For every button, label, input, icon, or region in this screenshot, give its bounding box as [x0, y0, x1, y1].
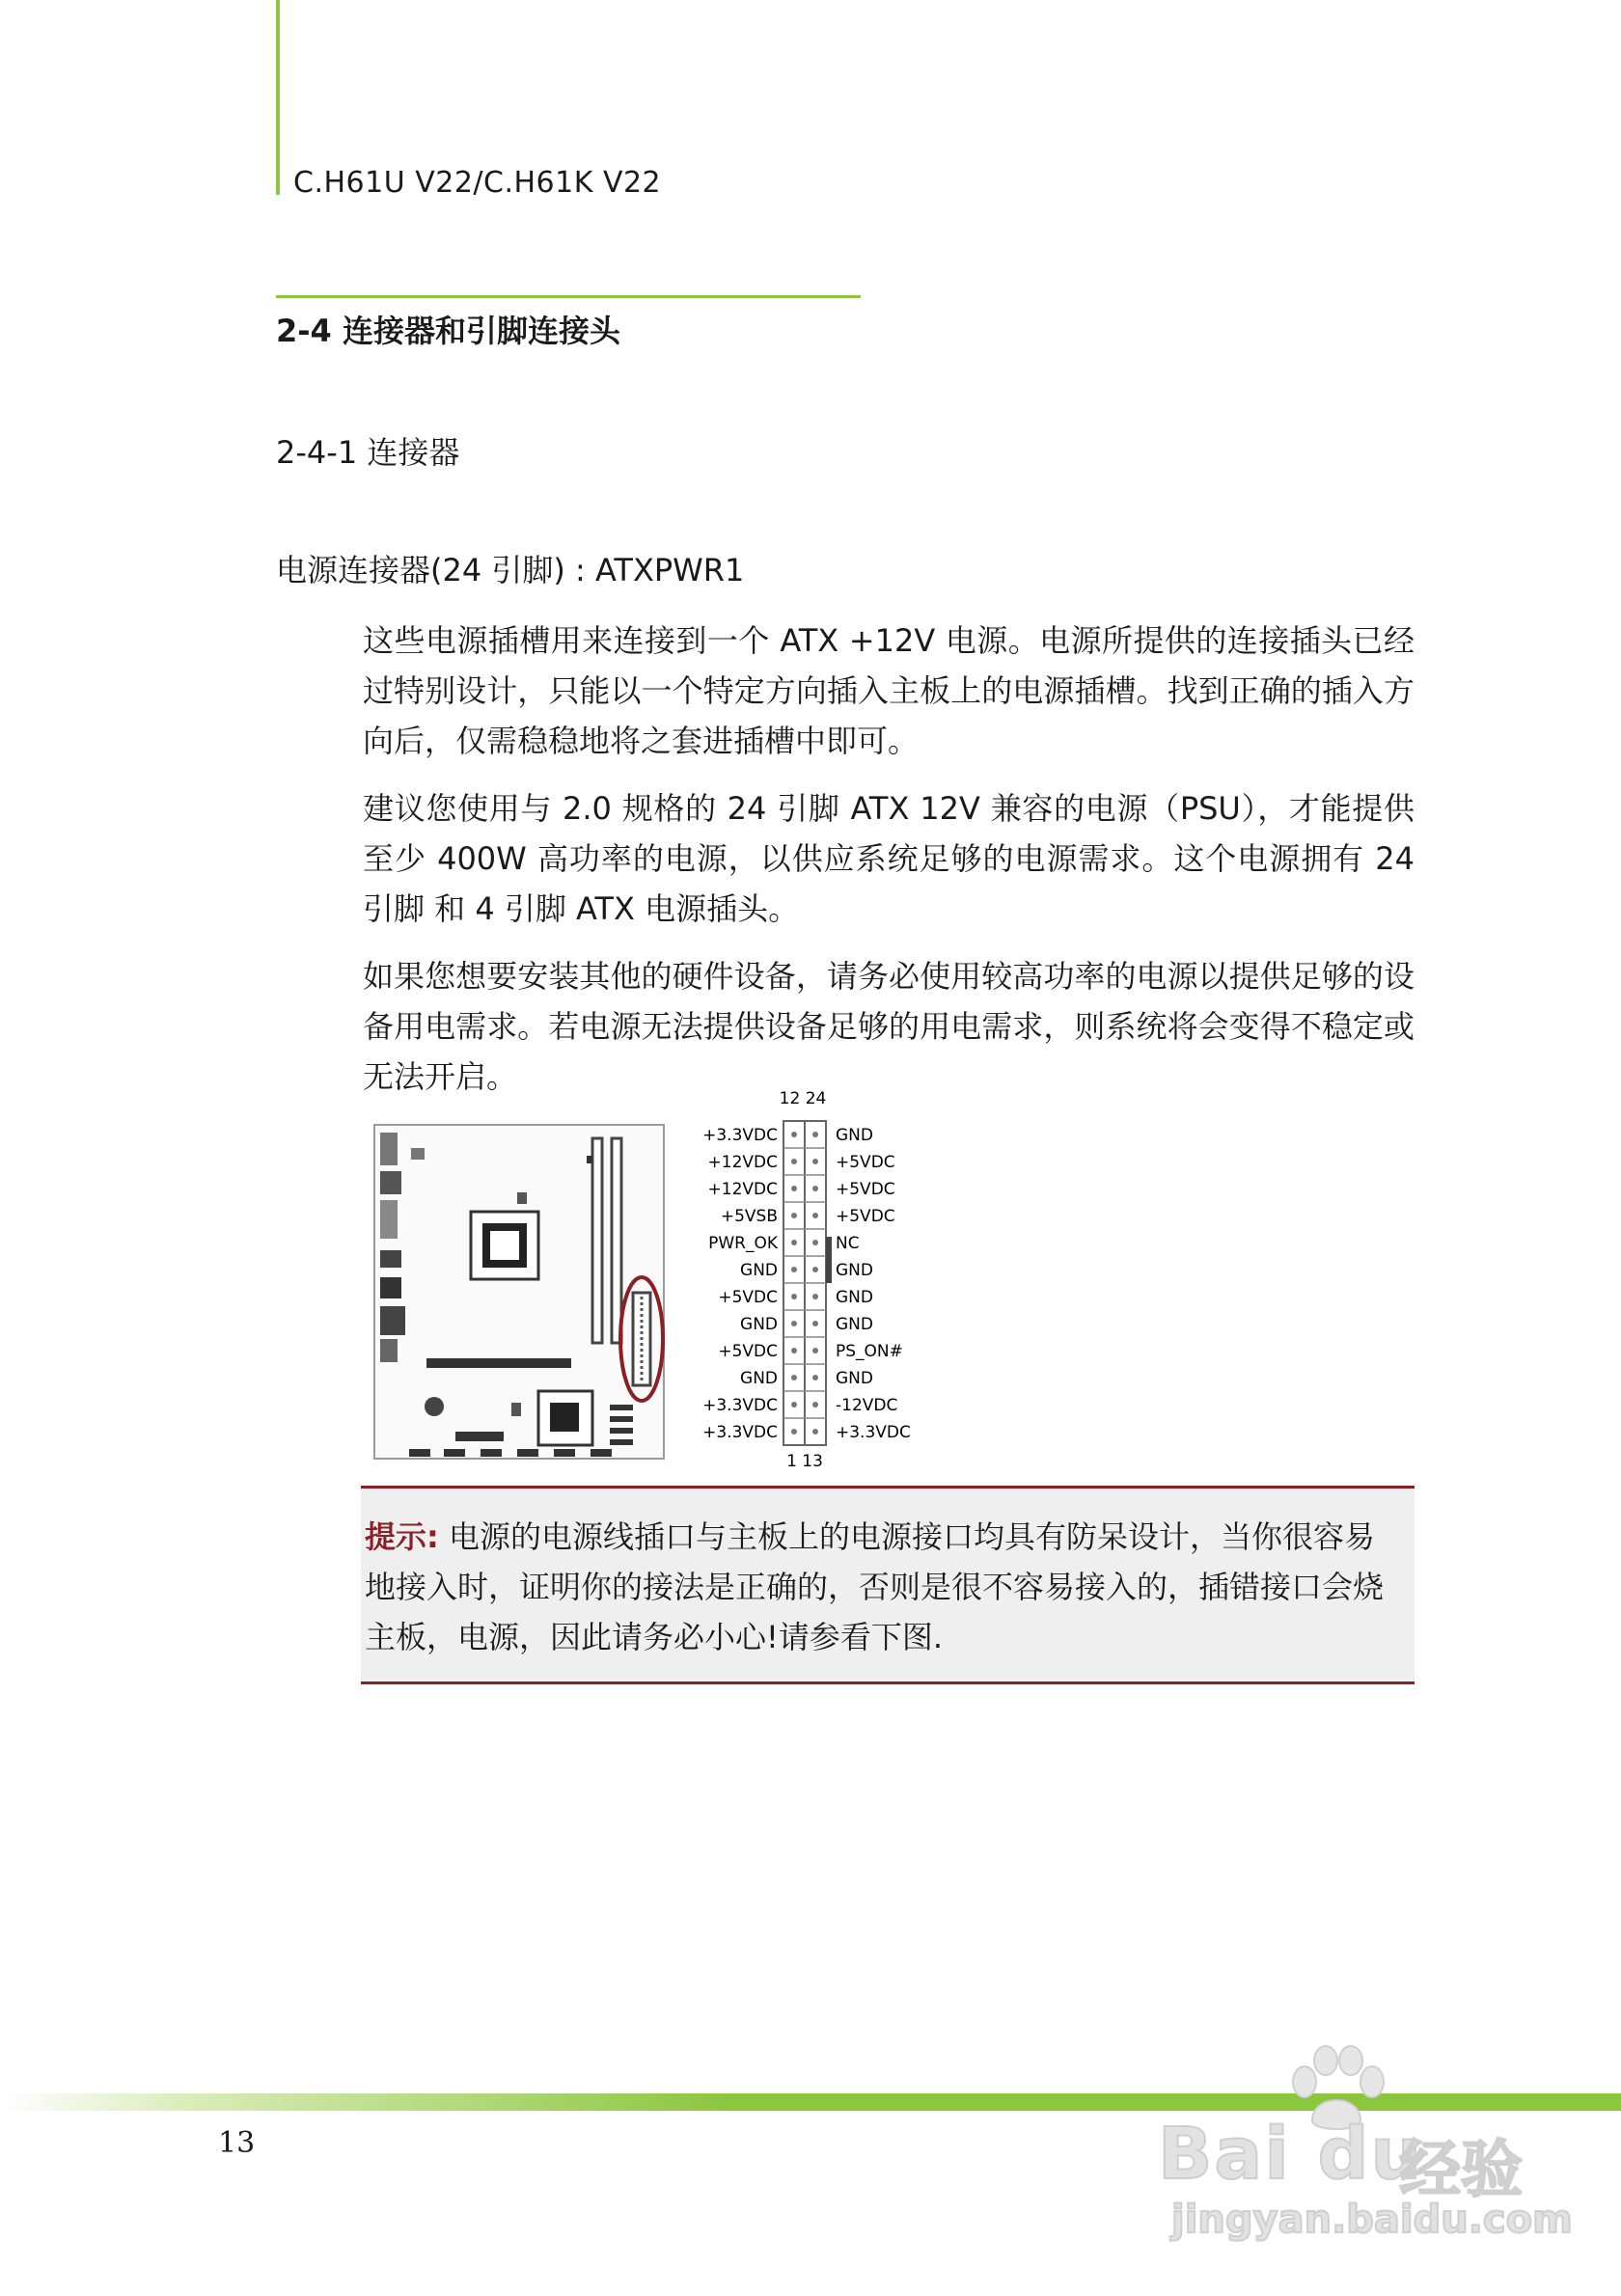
motherboard-diagram — [374, 1125, 664, 1459]
pin-dot — [791, 1267, 797, 1272]
pin-dot — [812, 1294, 818, 1299]
watermark-product: 经验 — [1399, 2135, 1523, 2206]
connector-title: 电源连接器(24 引脚) : ATXPWR1 — [276, 552, 745, 588]
pin-label-right: +3.3VDC — [836, 1423, 911, 1442]
pin-dot — [812, 1402, 818, 1408]
tip-box — [361, 1486, 1415, 1684]
pin-dot — [791, 1429, 797, 1435]
pin-label-right: GND — [836, 1369, 873, 1388]
pin-dot — [812, 1429, 818, 1435]
pin-label-left: PWR_OK — [708, 1234, 778, 1253]
paragraph: 如果您想要安装其他的硬件设备，请务必使用较高功率的电源以提供足够的设备用电需求。若电源无法提供设备足够的用电需求，则系统将会变得不稳定或无法开启。 — [363, 958, 1415, 1095]
watermark-url: jingyan.baidu.com — [1171, 2198, 1573, 2242]
paragraph: 建议您使用与 2.0 规格的 24 引脚 ATX 12V 兼容的电源（PSU），才能提供至少 400W 高功率的电源，以供应系统足够的电源需求。这个电源拥有 24 引脚 和 4 引脚 ATX 电源插头。 — [363, 790, 1415, 927]
page-number: 13 — [218, 2126, 256, 2160]
pin-label-left: +5VDC — [718, 1342, 778, 1361]
pin-label-right: +5VDC — [836, 1207, 895, 1226]
pin-dot — [791, 1294, 797, 1299]
pin-label-right: GND — [836, 1261, 873, 1280]
pin-label-left: GND — [740, 1315, 778, 1334]
pin-dot — [812, 1267, 818, 1272]
pin-dot — [812, 1321, 818, 1326]
pin-dot — [791, 1402, 797, 1408]
tip-label: 提示: — [365, 1518, 439, 1555]
pin-label-left: GND — [740, 1369, 778, 1388]
paragraph: 这些电源插槽用来连接到一个 ATX +12V 电源。电源所提供的连接插头已经过特别设计，只能以一个特定方向插入主板上的电源插槽。找到正确的插入方向后，仅需稳稳地将之套进插槽中即可。 — [363, 622, 1415, 759]
pin-dot — [812, 1186, 818, 1191]
model-name: C.H61U V22/C.H61K V22 — [293, 166, 662, 200]
pinout-bottom-label: 1 13 — [786, 1452, 823, 1470]
watermark-brand: Bai du — [1158, 2113, 1424, 2196]
pin-dot — [812, 1159, 818, 1164]
pin-label-left: +3.3VDC — [702, 1126, 778, 1145]
pin-dot — [812, 1132, 818, 1137]
pin-dot — [791, 1321, 797, 1326]
pin-label-right: +5VDC — [836, 1153, 895, 1172]
pin-dot — [812, 1213, 818, 1218]
pin-label-left: +5VSB — [720, 1207, 778, 1226]
pin-label-right: NC — [836, 1234, 860, 1253]
pin-dot — [791, 1375, 797, 1380]
pinout-top-label: 12 24 — [779, 1089, 827, 1108]
pin-dot — [812, 1240, 818, 1245]
pin-dot — [791, 1240, 797, 1245]
pin-label-left: +12VDC — [707, 1153, 778, 1172]
pin-dot — [791, 1132, 797, 1137]
pin-label-right: +5VDC — [836, 1180, 895, 1199]
baidu-jingyan-watermark — [1139, 2045, 1602, 2248]
pin-label-right: GND — [836, 1288, 873, 1307]
pin-dot — [812, 1348, 818, 1353]
pin-dot — [812, 1375, 818, 1380]
pin-label-left: +5VDC — [718, 1288, 778, 1307]
section-title: 2-4 连接器和引脚连接头 — [276, 313, 620, 349]
header-accent-line — [276, 0, 280, 195]
subsection-title: 2-4-1 连接器 — [276, 434, 460, 471]
pin-label-right: -12VDC — [836, 1396, 898, 1415]
tip-body: 电源的电源线插口与主板上的电源接口均具有防呆设计，当你很容易地接入时，证明你的接法是正确的，否则是很不容易接入的，插错接口会烧主板，电源，因此请务必小心!请参看下图. — [365, 1518, 1385, 1655]
pin-label-left: +3.3VDC — [702, 1423, 778, 1442]
pin-label-left: +3.3VDC — [702, 1396, 778, 1415]
pin-dot — [791, 1213, 797, 1218]
pin-label-right: PS_ON# — [836, 1342, 903, 1361]
pin-label-left: GND — [740, 1261, 778, 1280]
pin-label-right: GND — [836, 1126, 873, 1145]
section-accent-line — [276, 295, 861, 298]
pin-label-right: GND — [836, 1315, 873, 1334]
pinout-diagram — [702, 1089, 911, 1470]
atx-power-connector-figure — [367, 1084, 965, 1470]
pin-dot — [791, 1159, 797, 1164]
tip-text — [365, 1512, 1403, 1662]
pin-label-left: +12VDC — [707, 1180, 778, 1199]
pin-dot — [791, 1186, 797, 1191]
pin-dot — [791, 1348, 797, 1353]
